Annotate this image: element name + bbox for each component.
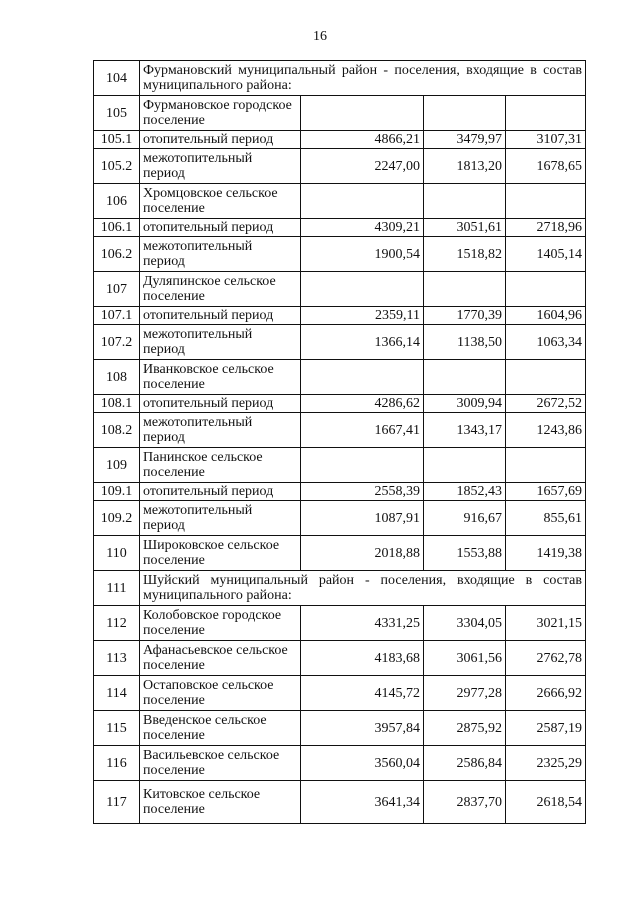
value-col-2 (424, 272, 506, 307)
table-row (94, 571, 586, 606)
settlement-name: Китовское сельское поселение (140, 781, 301, 824)
table-row (94, 131, 586, 149)
row-number: 107.1 (94, 307, 140, 325)
settlement-name: отопительный период (140, 219, 301, 237)
settlement-name: отопительный период (140, 307, 301, 325)
row-number: 107 (94, 272, 140, 307)
table-row (94, 606, 586, 641)
row-number: 106 (94, 184, 140, 219)
section-heading: Фурмановский муниципальный район - поселения, входящие в состав муниципального района: (140, 61, 586, 96)
settlement-name: Дуляпинское сельское поселение (140, 272, 301, 307)
value-col-3: 855,61 (506, 501, 586, 536)
table-row (94, 501, 586, 536)
value-col-2 (424, 96, 506, 131)
settlement-name: Афанасьевское сельское поселение (140, 641, 301, 676)
value-col-3: 2762,78 (506, 641, 586, 676)
tariff-table (93, 60, 586, 824)
table-row (94, 448, 586, 483)
settlement-name: Широковское сельское поселение (140, 536, 301, 571)
table-row (94, 781, 586, 824)
table-row (94, 395, 586, 413)
value-col-2: 1553,88 (424, 536, 506, 571)
value-col-1: 4183,68 (301, 641, 424, 676)
row-number: 109.1 (94, 483, 140, 501)
settlement-name: межотопительный период (140, 501, 301, 536)
table-row (94, 536, 586, 571)
row-number: 108.1 (94, 395, 140, 413)
value-col-1: 2018,88 (301, 536, 424, 571)
value-col-3: 2672,52 (506, 395, 586, 413)
value-col-3: 3107,31 (506, 131, 586, 149)
table-row (94, 307, 586, 325)
value-col-2: 3479,97 (424, 131, 506, 149)
value-col-3: 2666,92 (506, 676, 586, 711)
value-col-2: 2586,84 (424, 746, 506, 781)
settlement-name: Хромцовское сельское поселение (140, 184, 301, 219)
value-col-1: 4286,62 (301, 395, 424, 413)
row-number: 108 (94, 360, 140, 395)
row-number: 114 (94, 676, 140, 711)
row-number: 105.2 (94, 149, 140, 184)
value-col-3 (506, 360, 586, 395)
table-row (94, 360, 586, 395)
table-row (94, 413, 586, 448)
table-row (94, 676, 586, 711)
value-col-3: 2587,19 (506, 711, 586, 746)
value-col-2: 1852,43 (424, 483, 506, 501)
value-col-3: 1419,38 (506, 536, 586, 571)
settlement-name: Введенское сельское поселение (140, 711, 301, 746)
row-number: 110 (94, 536, 140, 571)
value-col-1: 3560,04 (301, 746, 424, 781)
value-col-3: 1063,34 (506, 325, 586, 360)
value-col-1: 1667,41 (301, 413, 424, 448)
value-col-3: 1243,86 (506, 413, 586, 448)
value-col-3 (506, 448, 586, 483)
row-number: 112 (94, 606, 140, 641)
row-number: 106.2 (94, 237, 140, 272)
settlement-name: отопительный период (140, 483, 301, 501)
value-col-2: 3051,61 (424, 219, 506, 237)
table-row (94, 96, 586, 131)
value-col-3: 1405,14 (506, 237, 586, 272)
settlement-name: отопительный период (140, 131, 301, 149)
value-col-1 (301, 96, 424, 131)
row-number: 116 (94, 746, 140, 781)
value-col-2: 3009,94 (424, 395, 506, 413)
section-heading: Шуйский муниципальный район - поселения, входящие в состав муниципального района: (140, 571, 586, 606)
row-number: 105 (94, 96, 140, 131)
value-col-1: 4309,21 (301, 219, 424, 237)
settlement-name: межотопительный период (140, 413, 301, 448)
table-row (94, 61, 586, 96)
value-col-3 (506, 96, 586, 131)
value-col-1 (301, 272, 424, 307)
value-col-1: 1087,91 (301, 501, 424, 536)
value-col-2: 2977,28 (424, 676, 506, 711)
value-col-2: 1138,50 (424, 325, 506, 360)
value-col-1 (301, 360, 424, 395)
settlement-name: Васильевское сельское поселение (140, 746, 301, 781)
row-number: 111 (94, 571, 140, 606)
row-number: 117 (94, 781, 140, 824)
settlement-name: отопительный период (140, 395, 301, 413)
table-row (94, 325, 586, 360)
page-number: 16 (313, 29, 327, 44)
row-number: 109.2 (94, 501, 140, 536)
value-col-3: 2718,96 (506, 219, 586, 237)
row-number: 108.2 (94, 413, 140, 448)
value-col-1: 3641,34 (301, 781, 424, 824)
settlement-name: Панинское сельское поселение (140, 448, 301, 483)
value-col-1: 2558,39 (301, 483, 424, 501)
value-col-2: 1813,20 (424, 149, 506, 184)
value-col-3: 1604,96 (506, 307, 586, 325)
value-col-3: 3021,15 (506, 606, 586, 641)
value-col-3 (506, 272, 586, 307)
row-number: 113 (94, 641, 140, 676)
table-row (94, 641, 586, 676)
value-col-2: 2875,92 (424, 711, 506, 746)
settlement-name: межотопительный период (140, 237, 301, 272)
value-col-2: 1770,39 (424, 307, 506, 325)
settlement-name: Остаповское сельское поселение (140, 676, 301, 711)
table-row (94, 483, 586, 501)
settlement-name: Колобовское городское поселение (140, 606, 301, 641)
value-col-2 (424, 184, 506, 219)
value-col-1: 4145,72 (301, 676, 424, 711)
value-col-3: 1657,69 (506, 483, 586, 501)
settlement-name: Иванковское сельское поселение (140, 360, 301, 395)
value-col-2: 1343,17 (424, 413, 506, 448)
row-number: 109 (94, 448, 140, 483)
row-number: 107.2 (94, 325, 140, 360)
table-row (94, 272, 586, 307)
value-col-1 (301, 448, 424, 483)
value-col-1 (301, 184, 424, 219)
value-col-2: 3304,05 (424, 606, 506, 641)
table-row (94, 237, 586, 272)
value-col-1: 4331,25 (301, 606, 424, 641)
value-col-2: 916,67 (424, 501, 506, 536)
row-number: 115 (94, 711, 140, 746)
settlement-name: межотопительный период (140, 325, 301, 360)
value-col-1: 2247,00 (301, 149, 424, 184)
value-col-1: 1366,14 (301, 325, 424, 360)
table-row (94, 149, 586, 184)
row-number: 106.1 (94, 219, 140, 237)
value-col-1: 4866,21 (301, 131, 424, 149)
table-row (94, 711, 586, 746)
value-col-2 (424, 448, 506, 483)
value-col-3: 1678,65 (506, 149, 586, 184)
table-row (94, 219, 586, 237)
value-col-1: 3957,84 (301, 711, 424, 746)
value-col-3: 2618,54 (506, 781, 586, 824)
row-number: 105.1 (94, 131, 140, 149)
value-col-2: 3061,56 (424, 641, 506, 676)
value-col-3: 2325,29 (506, 746, 586, 781)
row-number: 104 (94, 61, 140, 96)
value-col-1: 1900,54 (301, 237, 424, 272)
table-body (94, 61, 586, 824)
value-col-2: 2837,70 (424, 781, 506, 824)
value-col-3 (506, 184, 586, 219)
settlement-name: Фурмановское городское поселение (140, 96, 301, 131)
value-col-2: 1518,82 (424, 237, 506, 272)
table-row (94, 184, 586, 219)
value-col-1: 2359,11 (301, 307, 424, 325)
value-col-2 (424, 360, 506, 395)
table-row (94, 746, 586, 781)
settlement-name: межотопительный период (140, 149, 301, 184)
